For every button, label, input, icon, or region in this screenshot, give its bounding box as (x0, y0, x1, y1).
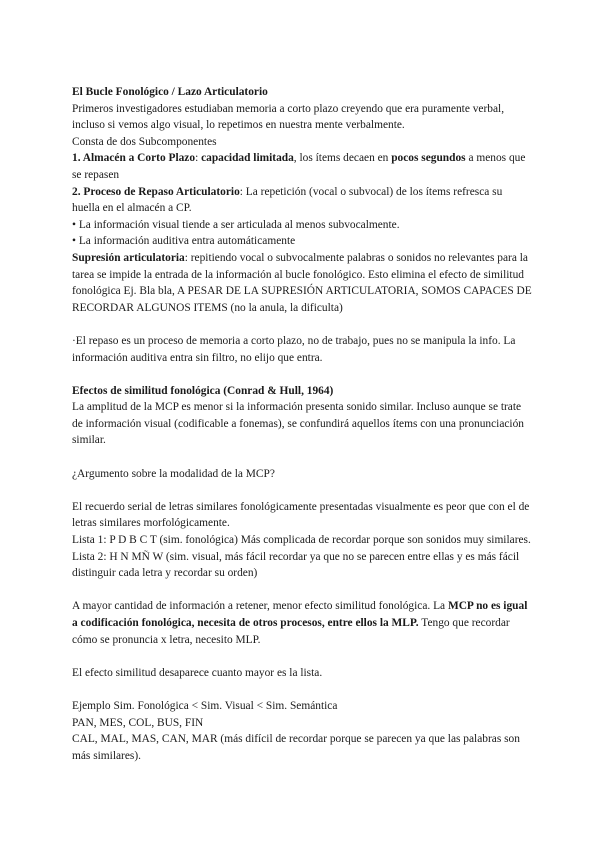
term-almacen: Almacén a Corto Plazo (82, 152, 196, 165)
list-item-repaso (72, 184, 532, 217)
spacer (72, 648, 532, 665)
text: : La repetición (vocal o subvocal) de los ítems refresca su huella en el almacén a CP. (72, 185, 503, 215)
spacer (72, 366, 532, 383)
spacer (72, 316, 532, 333)
paragraph-lista2: Lista 2: H N MÑ W (sim. visual, más fácil recordar ya que no se parecen entre ellas y es más fácil distinguir cada letra y recordar su orden) (72, 550, 520, 580)
paragraph-efecto: El efecto similitud desaparece cuanto mayor es la lista. (72, 666, 323, 679)
paragraph-note: ·El repaso es un proceso de memoria a corto plazo, no de trabajo, pues no se manipula la info. La información auditiva entra sin filtro, no elijo que entra. (72, 334, 516, 364)
term-supresion: Supresión articulatoria (72, 251, 185, 264)
paragraph-intro: Primeros investigadores estudiaban memoria a corto plazo creyendo que era puramente verbal, incluso si vemos algo visual, lo repetimos en nuestra mente verbalmente. (72, 102, 505, 132)
paragraph-consta: Consta de dos Subcomponentes (72, 135, 217, 148)
spacer (72, 482, 532, 499)
bullet-visual: • La información visual tiende a ser articulada al menos subvocalmente. (72, 218, 400, 231)
separator: : (195, 152, 202, 165)
paragraph-words1: PAN, MES, COL, BUS, FIN (72, 716, 204, 729)
term-mcp: MCP no es igual a codificación fonológica, necesita de otros procesos, entre ellos la MLP. (72, 600, 528, 629)
paragraph-ejemplo: Ejemplo Sim. Fonológica < Sim. Visual < Sim. Semántica (72, 699, 338, 712)
list-item-almacen (72, 150, 532, 183)
spacer (72, 681, 532, 698)
paragraph-question: ¿Argumento sobre la modalidad de la MCP? (72, 467, 275, 480)
paragraph-recall: El recuerdo serial de letras similares fonológicamente presentadas visualmente es peor que con el de letras similares morfológicamente. (72, 500, 530, 530)
term-capacidad: capacidad limitada (201, 152, 294, 165)
paragraph-amplitud: La amplitud de la MCP es menor si la información presenta sonido similar. Incluso aunque se trate de información visual (codificable a fonemas), se confundirá aquellos ítems con una pronunciación similar. (72, 401, 524, 447)
text: : repitiendo vocal o subvocalmente palabras o sonidos no relevantes para la tarea se impide la entrada de la información al bucle fonológico. Esto elimina el efecto de similitud fonológica Ej. Bla bla, A PESAR DE LA SUPRESIÓN ARTICULATORIA, SOMOS CAPACES DE RECORDAR ALGUNOS ITEMS (no la anula, la dificulta) (72, 251, 532, 314)
section-title-similitud: Efectos de similitud fonológica (Conrad & Hull, 1964) (72, 384, 334, 397)
term-repaso: Proceso de Repaso Articulatorio (83, 185, 240, 198)
section-title-bucle: El Bucle Fonológico / Lazo Articulatorio (72, 86, 268, 98)
text: , los ítems decaen en (293, 152, 392, 165)
list-number: 1. (72, 152, 83, 165)
term-pocos-segundos: pocos segundos (391, 152, 466, 165)
bullet-auditiva: • La información auditiva entra automáticamente (72, 235, 296, 248)
list-number: 2. (72, 185, 84, 198)
paragraph-lista1: Lista 1: P D B C T (sim. fonológica) Más complicada de recordar porque son sonidos muy similares. (72, 534, 531, 547)
text: Tengo que recordar cómo se pronuncia x letra, necesito MLP. (72, 617, 510, 646)
text: a menos que se repasen (72, 152, 526, 181)
paragraph-supresion (72, 250, 532, 316)
paragraph-words2: CAL, MAL, MAS, CAN, MAR (más difícil de recordar porque se parecen ya que las palabras son más similares). (72, 733, 520, 762)
spacer (72, 449, 532, 466)
spacer (72, 582, 532, 599)
document-body (72, 84, 532, 764)
paragraph-amount (72, 598, 532, 648)
text: A mayor cantidad de información a retener, menor efecto similitud fonológica. La (72, 600, 448, 613)
